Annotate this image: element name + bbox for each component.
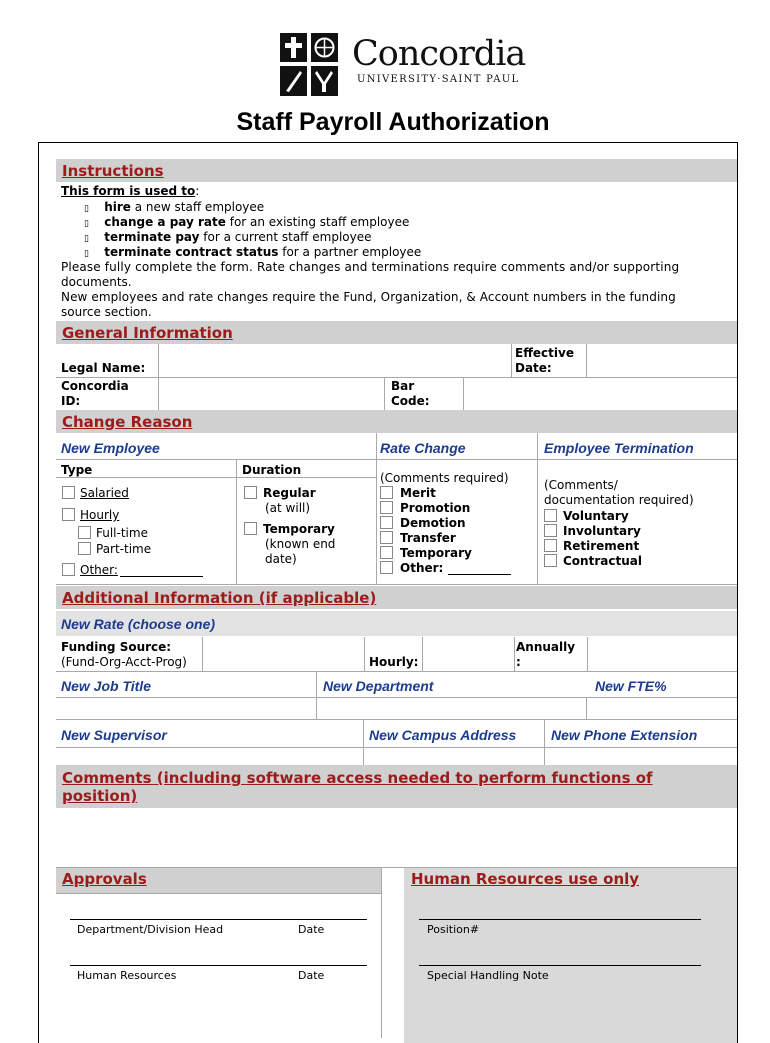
comments-field[interactable]: [57, 809, 737, 867]
temporary-checkbox[interactable]: [244, 522, 257, 535]
other-type-line[interactable]: [120, 576, 203, 577]
new-campus-address-field[interactable]: [364, 748, 543, 764]
special-handling-line[interactable]: [419, 965, 701, 966]
contractual-label: Contractual: [563, 554, 642, 568]
new-fte-field[interactable]: [587, 698, 737, 718]
at-will-note: (at will): [265, 501, 311, 515]
special-handling-label: Special Handling Note: [427, 969, 549, 982]
instructions-intro-text: This form is used to: [61, 184, 196, 198]
termination-comments-1: (Comments/: [544, 478, 618, 492]
bar-code-label-1: Bar: [391, 379, 415, 393]
concordia-id-field[interactable]: [159, 378, 383, 409]
demotion-label: Demotion: [400, 516, 466, 530]
type-label: Type: [61, 463, 93, 477]
regular-label: Regular: [263, 486, 316, 500]
transfer-label: Transfer: [400, 531, 456, 545]
effective-date-label-2: Date:: [515, 361, 552, 375]
bullet-icon: ▯: [84, 204, 89, 214]
effective-date-field[interactable]: [587, 345, 737, 376]
merit-checkbox[interactable]: [380, 486, 393, 499]
new-job-title-label: New Job Title: [61, 678, 151, 694]
department-head-date-label: Date: [298, 923, 325, 936]
instructions-intro-colon: :: [195, 184, 200, 198]
known-end-date-note: date): [265, 552, 297, 566]
involuntary-label: Involuntary: [563, 524, 641, 538]
transfer-checkbox[interactable]: [380, 531, 393, 544]
new-fte-label: New FTE%: [595, 678, 667, 694]
logo-wordmark: Concordia: [352, 34, 526, 74]
bullet-bold: terminate pay: [104, 230, 200, 244]
logo-subtitle: UNIVERSITY·SAINT PAUL: [357, 74, 520, 85]
comments-heading-line-2: position): [62, 787, 138, 805]
legal-name-field[interactable]: [159, 345, 510, 376]
temporary-rate-checkbox[interactable]: [380, 546, 393, 559]
legal-name-label: Legal Name:: [61, 361, 146, 375]
bullet-rest: for a partner employee: [278, 245, 422, 259]
bullet-icon: ▯: [84, 219, 89, 229]
instructions-heading: Instructions: [62, 162, 164, 180]
new-department-field[interactable]: [317, 698, 585, 718]
position-number-label: Position#: [427, 923, 480, 936]
hourly-rate-label: Hourly:: [369, 655, 419, 669]
instructions-line: documents.: [61, 275, 132, 289]
new-employee-heading: New Employee: [61, 440, 160, 456]
annual-rate-field[interactable]: [588, 638, 737, 670]
bullet-rest: for an existing staff employee: [225, 215, 410, 229]
retirement-checkbox[interactable]: [544, 539, 557, 552]
termination-comments-2: documentation required): [544, 493, 694, 507]
promotion-label: Promotion: [400, 501, 471, 515]
hr-signature-line[interactable]: [70, 965, 367, 966]
effective-date-label-1: Effective: [515, 346, 574, 360]
fulltime-label: Full-time: [96, 526, 148, 540]
instructions-intro: [61, 184, 199, 199]
annually-label-2: :: [516, 655, 521, 669]
fulltime-checkbox[interactable]: [78, 526, 91, 539]
bullet-icon: ▯: [84, 249, 89, 259]
merit-label: Merit: [400, 486, 436, 500]
bullet-icon: ▯: [84, 234, 89, 244]
change-reason-heading: Change Reason: [62, 413, 193, 431]
hr-approval-label: Human Resources: [77, 969, 177, 982]
university-logo-icon: [280, 33, 340, 97]
other-type-label: Other:: [80, 563, 118, 577]
rate-change-heading: Rate Change: [380, 440, 466, 456]
new-rate-heading: New Rate (choose one): [61, 616, 216, 632]
approvals-heading: Approvals: [62, 870, 147, 888]
salaried-checkbox[interactable]: [62, 486, 75, 499]
hr-use-heading: Human Resources use only: [411, 870, 640, 888]
parttime-label: Part-time: [96, 542, 152, 556]
instructions-line: Please fully complete the form. Rate changes and terminations require comments and/or supporting: [61, 260, 680, 274]
involuntary-checkbox[interactable]: [544, 524, 557, 537]
salaried-label: Salaried: [80, 486, 129, 500]
hr-use-panel: [404, 868, 737, 1043]
bullet-bold: hire: [104, 200, 131, 214]
bullet-rest: a new staff employee: [130, 200, 265, 214]
regular-checkbox[interactable]: [244, 486, 257, 499]
hourly-label: Hourly: [80, 508, 120, 522]
temporary-rate-label: Temporary: [400, 546, 472, 560]
retirement-label: Retirement: [563, 539, 640, 553]
new-job-title-field[interactable]: [57, 698, 315, 718]
funding-source-label: Funding Source:: [61, 640, 172, 654]
other-rate-checkbox[interactable]: [380, 561, 393, 574]
voluntary-label: Voluntary: [563, 509, 629, 523]
hourly-rate-field[interactable]: [423, 638, 513, 670]
voluntary-checkbox[interactable]: [544, 509, 557, 522]
funding-source-note: (Fund-Org-Acct-Prog): [61, 655, 187, 669]
bar-code-label-2: Code:: [391, 394, 430, 408]
other-rate-label: Other:: [400, 561, 444, 575]
promotion-checkbox[interactable]: [380, 501, 393, 514]
additional-info-heading: Additional Information (if applicable): [62, 589, 377, 607]
concordia-id-label-1: Concordia: [61, 379, 129, 393]
contractual-checkbox[interactable]: [544, 554, 557, 567]
department-head-signature-line[interactable]: [70, 919, 367, 920]
hourly-checkbox[interactable]: [62, 508, 75, 521]
duration-label: Duration: [242, 463, 302, 477]
annually-label-1: Annually: [516, 640, 576, 654]
other-type-checkbox[interactable]: [62, 563, 75, 576]
new-department-label: New Department: [323, 678, 434, 694]
form-frame: [38, 142, 738, 1043]
bullet-bold: terminate contract status: [104, 245, 279, 259]
funding-source-field[interactable]: [203, 638, 363, 670]
new-supervisor-label: New Supervisor: [61, 727, 167, 743]
demotion-checkbox[interactable]: [380, 516, 393, 529]
new-campus-address-label: New Campus Address: [369, 727, 517, 743]
temporary-label: Temporary: [263, 522, 335, 536]
instructions-line: New employees and rate changes require the Fund, Organization, & Account numbers in the funding: [61, 290, 676, 304]
parttime-checkbox[interactable]: [78, 542, 91, 555]
bullet-bold: change a pay rate: [104, 215, 226, 229]
comments-heading-line-1: Comments (including software access needed to perform functions of: [62, 769, 653, 787]
new-supervisor-field[interactable]: [57, 748, 362, 764]
instructions-line: source section.: [61, 305, 152, 319]
page-title: Staff Payroll Authorization: [236, 108, 550, 136]
bullet-rest: for a current staff employee: [199, 230, 372, 244]
position-number-line[interactable]: [419, 919, 701, 920]
known-end-note: (known end: [265, 537, 336, 551]
hr-approval-date-label: Date: [298, 969, 325, 982]
new-phone-extension-label: New Phone Extension: [551, 727, 698, 743]
employee-termination-heading: Employee Termination: [544, 440, 694, 456]
rate-comments-note: (Comments required): [380, 471, 509, 485]
department-head-label: Department/Division Head: [77, 923, 224, 936]
bar-code-field[interactable]: [464, 378, 737, 409]
new-phone-extension-field[interactable]: [545, 748, 737, 764]
other-rate-line[interactable]: [448, 574, 511, 575]
general-heading: General Information: [62, 324, 233, 342]
concordia-id-label-2: ID:: [61, 394, 81, 408]
